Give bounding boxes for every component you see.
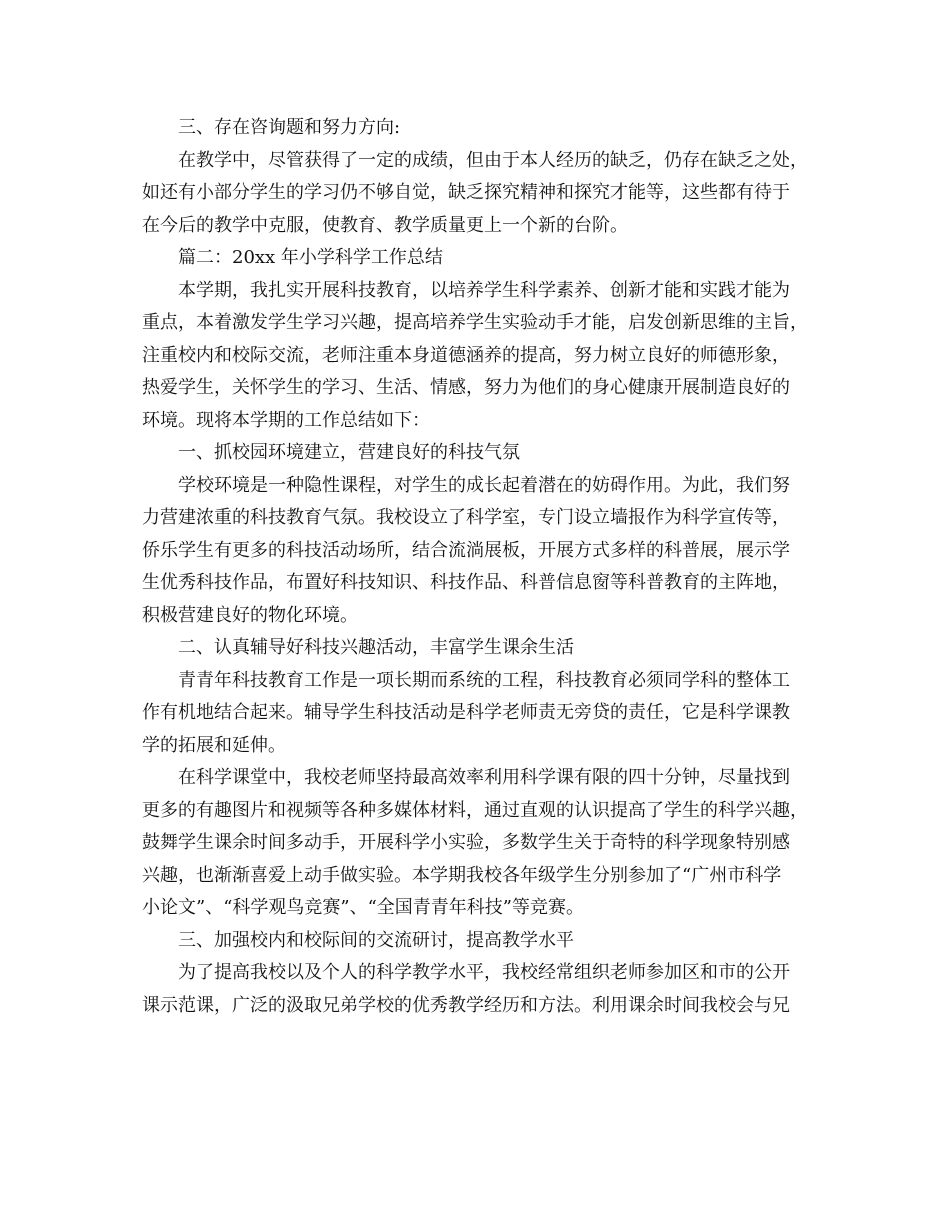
text-line: 力营建浓重的科技教育气氛。我校设立了科学室，专门设立墙报作为科学宣传等，	[142, 507, 790, 528]
text-line: 侨乐学生有更多的科技活动场所，结合流淌展板，开展方式多样的科普展，展示学	[142, 539, 790, 561]
text-line: 更多的有趣图片和视频等各种多媒体材料，通过直观的认识提高了学生的科学兴趣，	[142, 799, 808, 821]
text-line: 兴趣，也渐渐喜爱上动手做实验。本学期我校各年级学生分别参加了“广州市科学	[142, 864, 782, 886]
text-line: 学校环境是一种隐性课程，对学生的成长起着潜在的妨碍作用。为此，我们努	[178, 474, 790, 496]
document-body	[142, 112, 832, 1022]
text-line: 积极营建良好的物化环境。	[142, 604, 358, 626]
text-line: 环境。现将本学期的工作总结如下：	[142, 409, 430, 431]
text-line: 为了提高我校以及个人的科学教学水平，我校经常组织老师参加区和市的公开	[178, 962, 790, 983]
text-line: 在今后的教学中克服，使教育、教学质量更上一个新的台阶。	[142, 214, 628, 236]
section-heading: 二、认真辅导好科技兴趣活动，丰富学生课余生活	[178, 637, 574, 658]
text-line: 在科学课堂中，我校老师坚持最高效率利用科学课有限的四十分钟，尽量找到	[178, 767, 790, 788]
text-line: 作有机地结合起来。辅导学生科技活动是科学老师责无旁贷的责任，它是科学课教	[142, 702, 790, 723]
text-line: 鼓舞学生课余时间多动手，开展科学小实验，多数学生关于奇特的科学现象特别感	[142, 832, 790, 853]
text-line: 如还有小部分学生的学习仍不够自觉，缺乏探究精神和探究才能等，这些都有待于	[142, 182, 790, 203]
text-line: 在教学中，尽管获得了一定的成绩，但由于本人经历的缺乏，仍存在缺乏之处，	[178, 149, 808, 171]
text-line: 小论文”、“科学观鸟竞赛”、“全国青青年科技”等竞赛。	[142, 897, 585, 918]
section-heading: 三、加强校内和校际间的交流研讨，提高教学水平	[178, 929, 574, 951]
text-line: 本学期，我扎实开展科技教育，以培养学生科学素养、创新才能和实践才能为	[178, 279, 790, 301]
section-heading: 篇二：20xx 年小学科学工作总结	[178, 247, 443, 268]
section-heading: 一、抓校园环境建立，营建良好的科技气氛	[178, 442, 520, 463]
text-line: 三、存在咨询题和努力方向:	[178, 117, 401, 138]
text-line: 青青年科技教育工作是一项长期而系统的工程，科技教育必须同学科的整体工	[178, 669, 790, 691]
text-line: 热爱学生，关怀学生的学习、生活、情感，努力为他们的身心健康开展制造良好的	[142, 377, 790, 398]
text-line: 生优秀科技作品，布置好科技知识、科技作品、科普信息窗等科普教育的主阵地，	[142, 572, 790, 593]
text-line: 学的拓展和延伸。	[142, 734, 286, 756]
text-line: 注重校内和校际交流，老师注重本身道德涵养的提高，努力树立良好的师德形象，	[142, 344, 790, 366]
text-line: 重点，本着激发学生学习兴趣，提高培养学生实验动手才能，启发创新思维的主旨，	[142, 312, 808, 333]
text-line: 课示范课，广泛的汲取兄弟学校的优秀教学经历和方法。利用课余时间我校会与兄	[142, 994, 790, 1016]
